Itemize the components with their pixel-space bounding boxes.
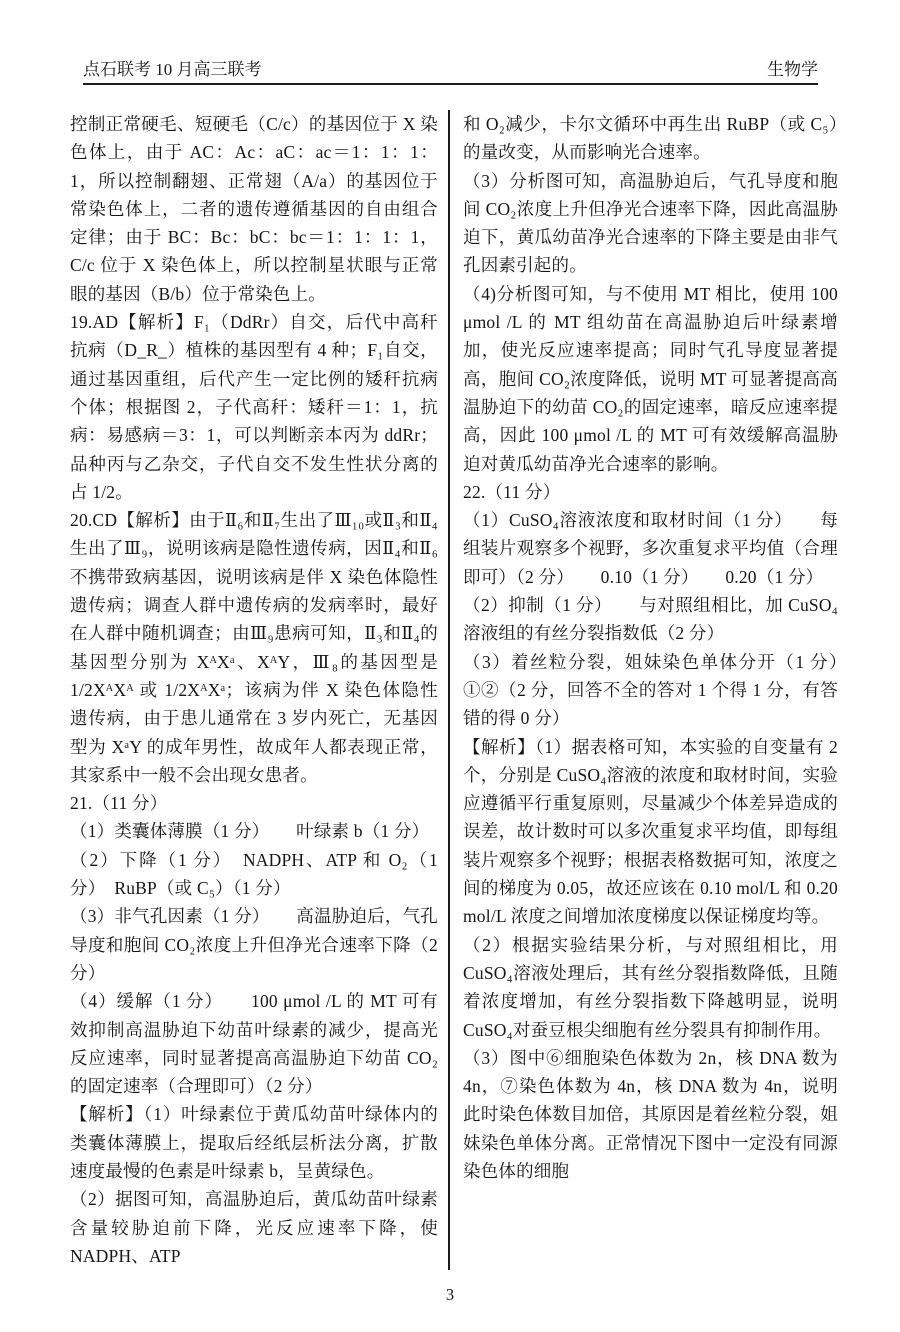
q22-analysis-part3: （3）图中⑥细胞染色体数为 2n，核 DNA 数为 4n，⑦染色体数为 4n，核 DNA 数为 4n，说明此时染色体数目加倍，其原因是着丝粒分裂，姐妹染色单体分离。正常情况下图中一定没有同源染色体的细胞 — [463, 1047, 838, 1181]
page-number: 3 — [445, 1285, 455, 1305]
q22-heading: 22.（11 分） — [463, 481, 561, 502]
q21-analysis-part4: （4)分析图可知，与不使用 MT 相比，使用 100 μmol /L 的 MT 组幼苗在高温胁迫后叶绿素增加，使光反应速率提高；同时气孔导度显著提高，胞间 CO₂浓度降低，说明 MT 可显著提高高温胁迫下的幼苗 CO₂的固定速率，暗反应速率提高，因此 100 μmol /L 的 MT 可有效缓解高温胁迫对黄瓜幼苗净光合速率的影响。 — [463, 283, 838, 474]
q22-answer-part2: （2）抑制（1 分） 与对照组相比，加 CuSO₄溶液组的有丝分裂指数低（2 分） — [463, 595, 838, 644]
q22-answer-part1: （1）CuSO₄溶液浓度和取材时间（1 分） 每组装片观察多个视野，多次重复求平均值（合理即可）（2 分） 0.10（1 分） 0.20（1 分） — [463, 510, 838, 587]
q21-answer-part4: （4）缓解（1 分） 100 μmol /L 的 MT 可有效抑制高温胁迫下幼苗叶绿素的减少，提高光反应速率，同时显著提高高温胁迫下幼苗 CO₂的固定速率（合理即可）（2 分） — [70, 991, 438, 1097]
q19-solution: 19.AD【解析】F₁（DdRr）自交，后代中高秆抗病（D_R_）植株的基因型有 4 种；F₁自交，通过基因重组，后代产生一定比例的矮秆抗病个体；根据图 2，子代高秆：矮秆＝1：1，抗病：易感病＝3：1，可以判断亲本丙为 ddRr；品种丙与乙杂交，子代自交不发生性状分离的占 1/2。 — [70, 312, 438, 502]
q21-answer-part2: （2）下降（1 分） NADPH、ATP 和 O₂（1 分） RuBP（或 C₅）（1 分） — [70, 849, 438, 899]
q21-answer-part1: （1）类囊体薄膜（1 分） 叶绿素 b（1 分） — [70, 821, 430, 842]
two-column-body — [70, 110, 874, 1270]
q21-analysis-part3: （3）分析图可知，高温胁迫后，气孔导度和胞间 CO₂浓度上升但净光合速率下降，因此高温胁迫下，黄瓜幼苗净光合速率的下降主要是由非气孔因素引起的。 — [463, 170, 838, 276]
q21-analysis-part2-start: （2）据图可知，高温胁迫后，黄瓜幼苗叶绿素含量较胁迫前下降，光反应速率下降，使 NADPH、ATP — [70, 1189, 438, 1266]
q21-heading: 21.（11 分） — [70, 793, 168, 814]
q22-answer-part3: （3）着丝粒分裂，姐妹染色单体分开（1 分） ①②（2 分，回答不全的答对 1 个得 1 分，有答错的得 0 分） — [463, 651, 874, 729]
header-right-subject: 生物学 — [767, 60, 818, 79]
q22-analysis-part1: 【解析】（1）据表格可知，本实验的自变量有 2 个，分别是 CuSO₄溶液的浓度和取材时间，实验应遵循平行重复原则，尽量减少个体差异造成的误差，故计数时可以多次重复求平均值，即每组装片观察多个视野；根据表格数据可知，浓度之间的梯度为 0.05，故还应该在 0.10 mol/L 和 0.20 mol/L 浓度之间增加浓度梯度以保证梯度均等。 — [463, 736, 838, 927]
q20-solution: 20.CD【解析】由于Ⅱ₆和Ⅱ₇生出了Ⅲ₁₀或Ⅱ₃和Ⅱ₄生出了Ⅲ₉，说明该病是隐性遗传病，因Ⅱ₄和Ⅱ₆不携带致病基因，说明该病是伴 X 染色体隐性遗传病；调查人群中遗传病的发病率时，最好在人群中随机调查；由Ⅲ₉患病可知，Ⅱ₃和Ⅱ₄的基因型分别为 XᴬXᵃ、XᴬY，Ⅲ₈的基因型是 1/2XᴬXᴬ 或 1/2XᴬXᵃ；该病为伴 X 染色体隐性遗传病，由于患儿通常在 3 岁内死亡，无基因型为 XᵃY 的成年男性，故成年人都表现正常，其家系中一般不会出现女患者。 — [70, 510, 438, 785]
q21-analysis-part1: 【解析】（1）叶绿素位于黄瓜幼苗叶绿体内的类囊体薄膜上，提取后经纸层析法分离，扩散速度最慢的色素是叶绿素 b，呈黄绿色。 — [70, 1104, 438, 1181]
q21-answer-part3: （3）非气孔因素（1 分） 高温胁迫后，气孔导度和胞间 CO₂浓度上升但净光合速率下降（2 分） — [70, 906, 438, 983]
q18-solution-continued: 控制正常硬毛、短硬毛（C/c）的基因位于 X 染色体上，由于 AC：Ac：aC：ac＝1：1：1：1，所以控制翻翅、正常翅（A/a）的基因位于常染色体上，二者的遗传遵循基因的自由组合定律；由于 BC：Bc：bC：bc＝1：1：1：1，C/c 位于 X 染色体上，所以控制星状眼与正常眼的基因（B/b）位于常染色上。 — [70, 114, 438, 304]
q21-analysis-part2-continued: 和 O₂减少，卡尔文循环中再生出 RuBP（或 C₅）的量改变，从而影响光合速率。 — [463, 114, 838, 163]
left-column — [70, 110, 448, 1270]
right-column — [450, 110, 874, 1270]
exam-answer-page — [0, 59, 900, 1332]
header-left-title: 点石联考 10 月高三联考 — [83, 60, 262, 79]
q22-analysis-part2: （2）根据实验结果分析，与对照组相比，用 CuSO₄溶液处理后，其有丝分裂指数降低，且随着浓度增加，有丝分裂指数下降越明显，说明 CuSO₄对蚕豆根尖细胞有丝分裂具有抑制作用。 — [463, 934, 838, 1040]
page-header — [83, 59, 818, 85]
